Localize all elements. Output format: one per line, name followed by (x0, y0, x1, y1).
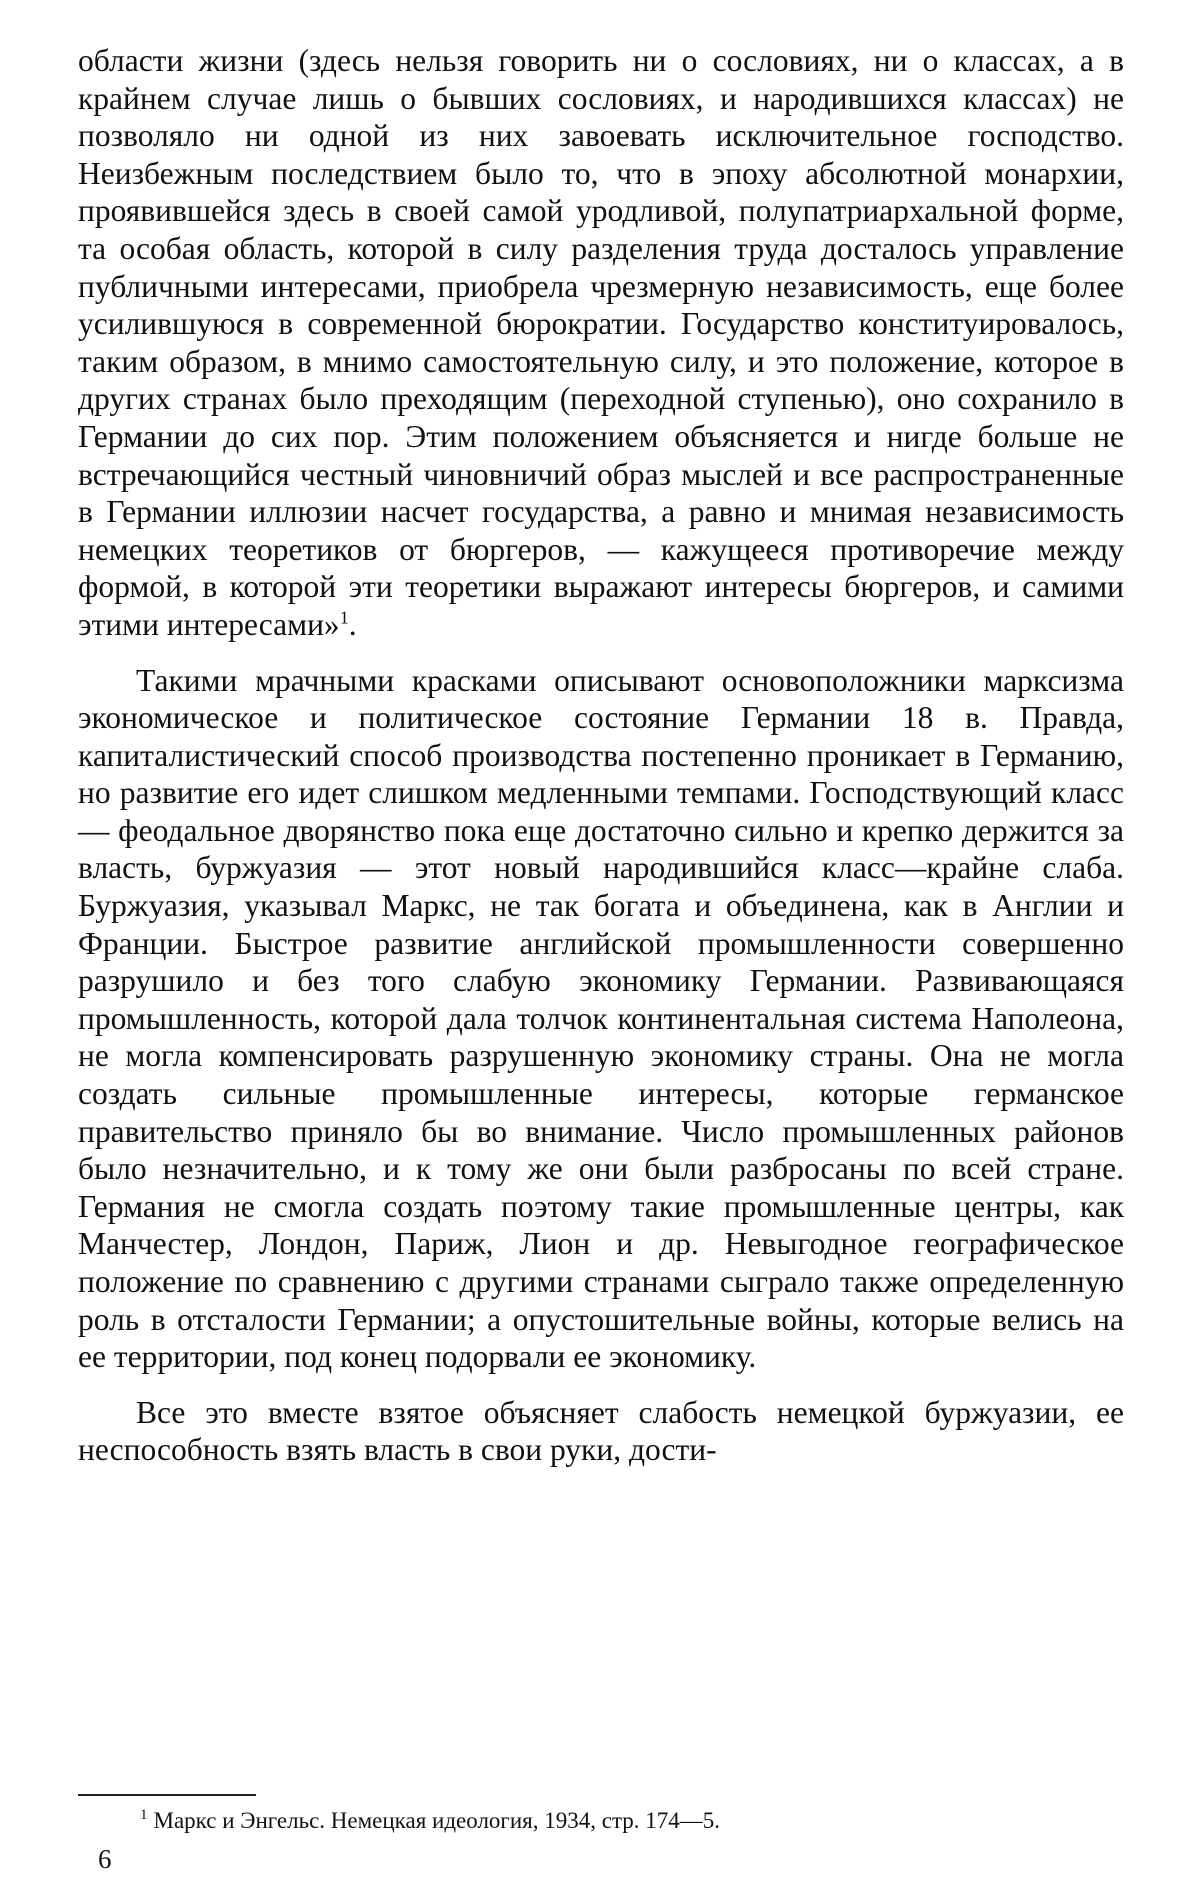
paragraph-1-text: области жизни (здесь нельзя говорить ни о сословиях, ни о классах, а в крайнем случае лишь о бывших сословиях, и народившихся классах) не позволяло ни одной из них завоевать исключительное господство. Неизбежным последствием было то, что в эпоху абсолютной монархии, проявившейся здесь в своей самой уродливой, полупатриархальной форме, та особая область, которой в силу разделения труда досталось управление публичными интересами, приобрела чрезмерную независимость, еще более усилившуюся в современной бюрократии. Государство конституировалось, таким образом, в мнимо самостоятельную силу, и это положение, которое в других странах было преходящим (переходной ступенью), оно сохранило в Германии до сих пор. Этим положением объясняется и нигде больше не встречающийся честный чиновничий образ мыслей и все распространенные в Германии иллюзии насчет государства, а равно и мнимая независимость немецких теоретиков от бюргеров, — кажущееся противоречие между формой, в которой эти теоретики выражают интересы бюргеров, и самими этими интересами» (78, 43, 1124, 642)
footnote-divider (78, 1794, 256, 1796)
footnote-mark: 1 (140, 1807, 148, 1824)
page-number: 6 (98, 1844, 112, 1874)
paragraph-2-text: Такими мрачными красками описывают основоположники марксизма экономическое и политическое состояние Германии 18 в. Правда, капиталистический способ производства постепенно проникает в Германию, но развитие его идет слишком медленными темпами. Господствующий класс — феодальное дворянство пока еще достаточно сильно и крепко держится за власть, буржуазия — этот новый народившийся класс—крайне слаба. Буржуазия, указывал Маркс, не так богата и объединена, как в Англии и Франции. Быстрое развитие английской промышленности совершенно разрушило и без того слабую экономику Германии. Развивающаяся промышленность, которой дала толчок континентальная система Наполеона, не могла компенсировать разрушенную экономику страны. Она не могла создать сильные промышленные интересы, которые германское правительство приняло бы во внимание. Число промышленных районов было незначительно, и к тому же они были разбросаны по всей стране. Германия не смогла создать поэтому такие промышленные центры, как Манчестер, Лондон, Париж, Лион и др. Невыгодное географическое положение по сравнению с другими странами сыграло также определенную роль в отсталости Германии; а опустошительные войны, которые велись на ее территории, под конец подорвали ее экономику. (78, 662, 1124, 1375)
paragraph-1-tail: . (348, 606, 357, 642)
paragraph-1 (78, 42, 1124, 644)
paragraph-3 (78, 1394, 1124, 1469)
footnote (140, 1806, 1040, 1836)
paragraph-3-text: Все это вместе взятое объясняет слабость немецкой буржуазии, ее неспособность взять власть в свои руки, дости- (78, 1394, 1124, 1468)
footnote-reference: 1 (339, 607, 349, 628)
paragraph-2 (78, 662, 1124, 1376)
footnote-text: Маркс и Энгельс. Немецкая идеология, 1934, стр. 174—5. (153, 1808, 721, 1833)
body-text (78, 42, 1124, 1469)
